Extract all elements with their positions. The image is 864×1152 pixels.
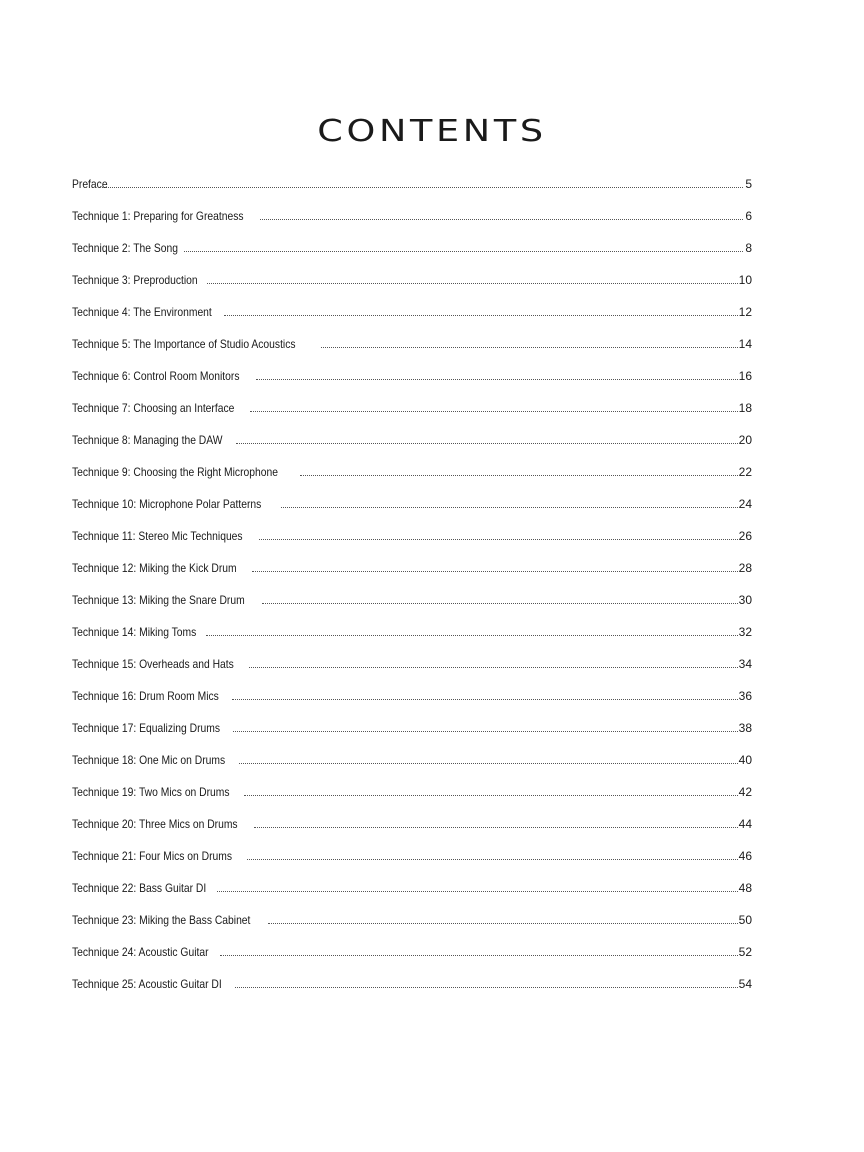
toc-entry[interactable] [72,768,752,800]
toc-entry[interactable] [72,192,752,224]
toc-entry-label: Technique 2: The Song [72,241,178,255]
toc-entry-label: Technique 12: Miking the Kick Drum [72,561,237,575]
toc-entry[interactable] [72,416,752,448]
page-title: CONTENTS [317,114,547,150]
toc-entry[interactable] [72,352,752,384]
toc-entry[interactable] [72,576,752,608]
toc-entry-page: 14 [738,337,752,351]
toc-entry[interactable] [72,896,752,928]
toc-entry-page: 38 [738,721,752,735]
toc-entry-label: Technique 22: Bass Guitar DI [72,881,207,895]
toc-entry[interactable] [72,928,752,960]
toc-leader-dots [260,218,743,220]
toc-entry-page: 28 [738,561,752,575]
toc-entry-page: 32 [738,625,752,639]
toc-entry-label: Technique 9: Choosing the Right Microphone [72,465,278,479]
toc-leader-dots [232,698,738,700]
toc-entry[interactable] [72,448,752,480]
toc-entry-label: Technique 23: Miking the Bass Cabinet [72,913,251,927]
toc-entry[interactable] [72,256,752,288]
toc-entry-page: 52 [738,945,752,959]
toc-entry[interactable] [72,736,752,768]
toc-leader-dots [256,378,738,380]
toc-entry-label: Technique 11: Stereo Mic Techniques [72,529,243,543]
toc-entry-page: 54 [738,977,752,991]
toc-entry-label: Technique 4: The Environment [72,305,212,319]
toc-entry[interactable] [72,960,752,992]
toc-entry[interactable] [72,640,752,672]
toc-entry-page: 40 [738,753,752,767]
toc-leader-dots [184,250,743,252]
toc-leader-dots [217,890,738,892]
toc-entry-label: Technique 6: Control Room Monitors [72,369,240,383]
toc-entry-label: Technique 8: Managing the DAW [72,433,223,447]
table-of-contents [72,160,752,992]
toc-entry-page: 26 [738,529,752,543]
toc-entry[interactable] [72,672,752,704]
toc-entry-page: 48 [738,881,752,895]
toc-leader-dots [262,602,738,604]
toc-entry-label: Technique 3: Preproduction [72,273,198,287]
toc-entry[interactable] [72,384,752,416]
toc-entry-label: Technique 7: Choosing an Interface [72,401,235,415]
toc-entry[interactable] [72,288,752,320]
toc-leader-dots [281,506,738,508]
toc-entry-label: Technique 13: Miking the Snare Drum [72,593,245,607]
toc-entry[interactable] [72,800,752,832]
toc-leader-dots [244,794,737,796]
toc-entry-page: 12 [738,305,752,319]
toc-entry-page: 42 [738,785,752,799]
toc-entry[interactable] [72,480,752,512]
toc-leader-dots [233,730,738,732]
toc-leader-dots [250,410,738,412]
toc-leader-dots [236,442,738,444]
toc-leader-dots [249,666,738,668]
toc-leader-dots [259,538,737,540]
toc-leader-dots [268,922,737,924]
toc-entry-label: Technique 18: One Mic on Drums [72,753,226,767]
toc-entry-label: Technique 1: Preparing for Greatness [72,209,244,223]
toc-entry-page: 46 [738,849,752,863]
toc-entry[interactable] [72,160,752,192]
toc-entry-label: Technique 19: Two Mics on Drums [72,785,230,799]
toc-entry-label: Technique 25: Acoustic Guitar DI [72,977,222,991]
toc-entry[interactable] [72,704,752,736]
toc-entry-label: Technique 17: Equalizing Drums [72,721,221,735]
toc-entry-label: Technique 21: Four Mics on Drums [72,849,233,863]
toc-leader-dots [321,346,738,348]
toc-entry-page: 30 [738,593,752,607]
toc-entry-page: 50 [738,913,752,927]
toc-entry[interactable] [72,544,752,576]
toc-entry-label: Technique 5: The Importance of Studio Acoustics [72,337,296,351]
toc-entry-page: 36 [738,689,752,703]
toc-leader-dots [220,954,738,956]
toc-entry-page: 8 [745,241,752,255]
toc-entry-page: 5 [745,177,752,191]
toc-leader-dots [224,314,738,316]
toc-entry[interactable] [72,864,752,896]
toc-leader-dots [247,858,738,860]
toc-entry-page: 44 [738,817,752,831]
toc-entry-label: Technique 16: Drum Room Mics [72,689,219,703]
toc-entry[interactable] [72,512,752,544]
toc-leader-dots [207,282,738,284]
toc-entry-label: Preface [72,177,108,191]
toc-entry[interactable] [72,608,752,640]
toc-leader-dots [300,474,737,476]
toc-entry-page: 10 [738,273,752,287]
toc-entry[interactable] [72,320,752,352]
toc-entry[interactable] [72,224,752,256]
toc-entry-page: 16 [738,369,752,383]
toc-leader-dots [252,570,737,572]
toc-entry-page: 6 [745,209,752,223]
toc-entry-page: 20 [738,433,752,447]
toc-entry-label: Technique 24: Acoustic Guitar [72,945,209,959]
toc-entry-label: Technique 14: Miking Toms [72,625,197,639]
toc-leader-dots [235,986,738,988]
toc-entry-label: Technique 10: Microphone Polar Patterns [72,497,262,511]
toc-entry-page: 34 [738,657,752,671]
toc-entry-page: 22 [738,465,752,479]
toc-leader-dots [206,634,738,636]
toc-leader-dots [254,826,738,828]
toc-entry[interactable] [72,832,752,864]
toc-entry-page: 24 [738,497,752,511]
toc-leader-dots [239,762,738,764]
toc-entry-label: Technique 15: Overheads and Hats [72,657,234,671]
toc-entry-page: 18 [738,401,752,415]
toc-leader-dots [102,186,743,188]
toc-entry-label: Technique 20: Three Mics on Drums [72,817,238,831]
